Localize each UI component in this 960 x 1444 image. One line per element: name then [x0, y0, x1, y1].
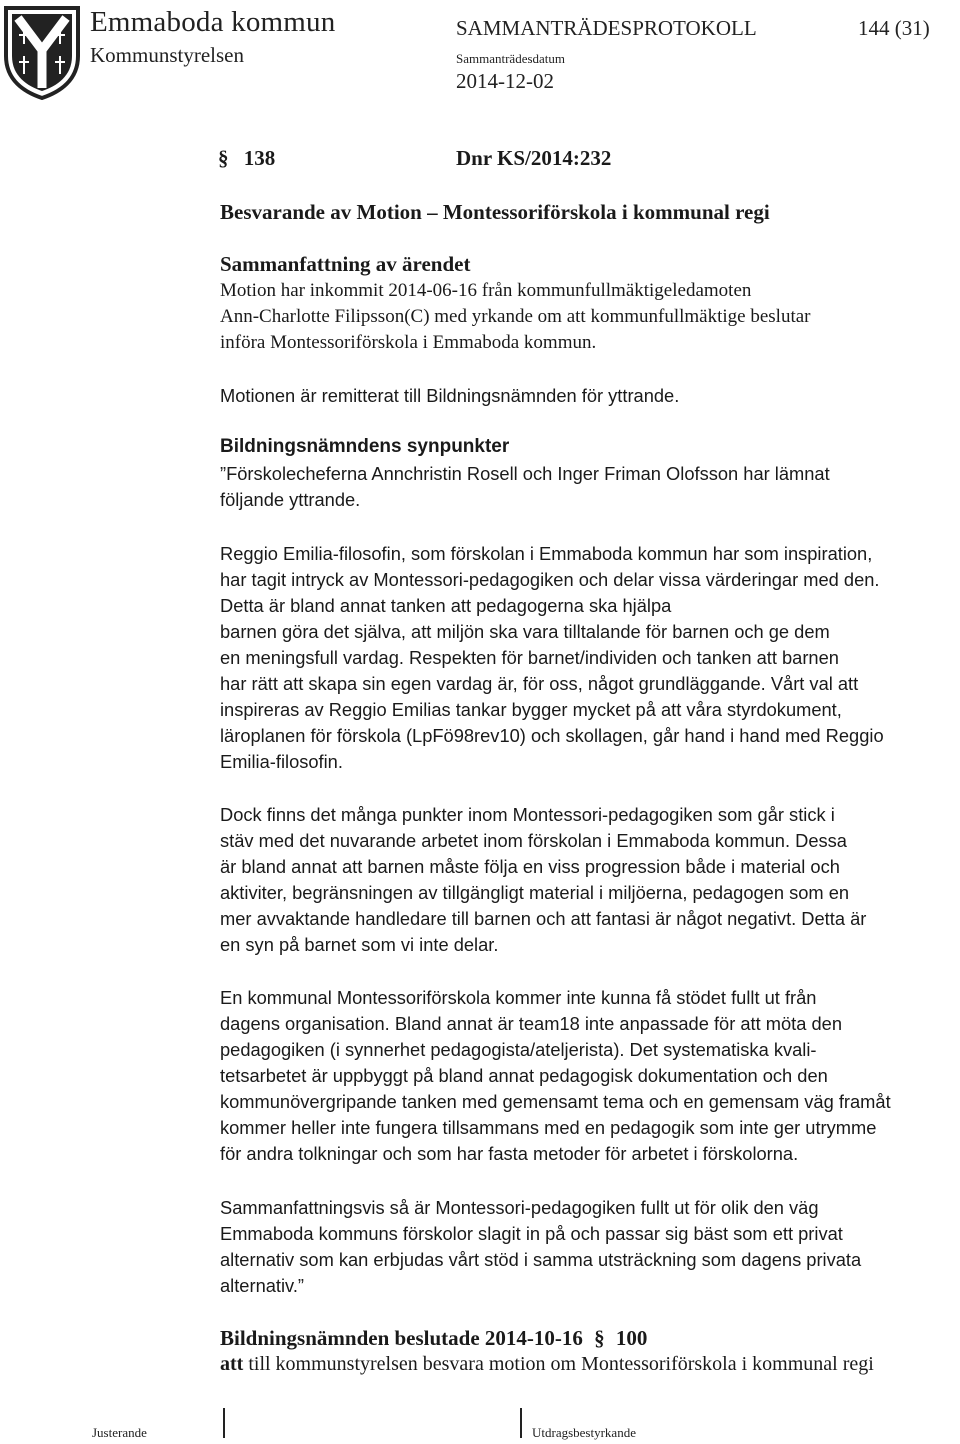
utdragsbestyrkande-label: Utdragsbestyrkande	[532, 1425, 636, 1440]
viewpoints-paragraph-4	[220, 1195, 960, 1299]
paragraph-line: alternativ som kan erbjudas vårt stöd i samma utsträckning som dagens privata	[220, 1249, 862, 1270]
viewpoints-paragraph-1	[220, 541, 960, 775]
footer-divider	[223, 1408, 225, 1438]
paragraph-line: En kommunal Montessoriförskola kommer inte kunna få stödet fullt ut från	[220, 987, 817, 1008]
paragraph-line: Emmaboda kommuns förskolor slagit in på och passar sig bäst som ett privat	[220, 1223, 843, 1244]
summary-paragraph	[220, 278, 960, 356]
organization-unit: Kommunstyrelsen	[90, 43, 244, 67]
organization-name: Emmaboda kommun	[90, 6, 336, 38]
paragraph-line: läroplanen för förskola (LpFö98rev10) och skollagen, går hand i hand med Reggio	[220, 725, 884, 746]
decision-body: till kommunstyrelsen besvara motion om Montessoriförskola i kommunal regi	[248, 1353, 874, 1375]
document-type: SAMMANTRÄDESPROTOKOLL	[456, 16, 757, 40]
section-number: 138	[243, 146, 276, 170]
paragraph-line: alternativ.”	[220, 1275, 304, 1296]
paragraph-line: kommunövergripande tanken med gemensamt tema och en gemensam väg framåt	[220, 1091, 891, 1112]
paragraph-line: en meningsfull vardag. Respekten för barnet/individen och tanken att barnen	[220, 647, 839, 668]
paragraph-line: är bland annat att barnen måste följa en viss progression både i material och	[220, 856, 840, 877]
remiss-line: Motionen är remitterat till Bildningsnämnden för yttrande.	[220, 385, 680, 406]
meeting-date-label: Sammanträdesdatum	[456, 51, 566, 66]
summary-heading: Sammanfattning av ärendet	[220, 252, 471, 276]
viewpoints-intro	[220, 461, 960, 513]
summary-line: införa Montessoriförskola i Emmaboda kommun.	[220, 332, 597, 353]
paragraph-line: har rätt att skapa sin egen vardag är, för oss, något grundläggande. Vårt val att	[220, 673, 859, 694]
decision-section-number: 100	[615, 1326, 648, 1350]
decision-heading	[220, 1326, 647, 1351]
municipality-coat-of-arms-icon	[2, 4, 82, 100]
paragraph-line: dagens organisation. Bland annat är team18 inte anpassade för att möta den	[220, 1013, 842, 1034]
viewpoints-heading: Bildningsnämndens synpunkter	[220, 436, 510, 457]
paragraph-line: Detta är bland annat tanken att pedagogerna ska hjälpa	[220, 595, 672, 616]
paragraph-line: stäv med det nuvarande arbetet inom förskolan i Emmaboda kommun. Dessa	[220, 830, 847, 851]
paragraph-line: har tagit intryck av Montessori-pedagogiken och delar vissa värderingar med den.	[220, 569, 880, 590]
summary-line: Motion har inkommit 2014-06-16 från kommunfullmäktigeledamoten	[220, 280, 752, 301]
paragraph-line: mer avvaktande handledare till barnen och att fantasi är något negativt. Detta är	[220, 908, 867, 929]
paragraph-line: Emilia-filosofin.	[220, 751, 343, 772]
paragraph-line: Sammanfattningsvis så är Montessori-pedagogiken fullt ut för olik den väg	[220, 1197, 819, 1218]
footer-divider	[520, 1408, 522, 1438]
page-number: 144 (31)	[858, 16, 930, 40]
paragraph-line: en syn på barnet som vi inte delar.	[220, 934, 499, 955]
diary-number: Dnr KS/2014:232	[456, 146, 612, 170]
viewpoints-paragraph-2	[220, 802, 960, 958]
section-symbol: §	[218, 146, 229, 170]
section-heading	[218, 146, 275, 171]
paragraph-line: tetsarbetet är uppbyggt på bland annat pedagogisk dokumentation och den	[220, 1065, 828, 1086]
paragraph-line: Reggio Emilia-filosofin, som förskolan i Emmaboda kommun har som inspiration,	[220, 543, 873, 564]
decision-heading-text: Bildningsnämnden beslutade 2014-10-16	[220, 1326, 583, 1350]
paragraph-line: barnen göra det själva, att miljön ska vara tilltalande för barnen och ge dem	[220, 621, 830, 642]
case-title: Besvarande av Motion – Montessoriförskola i kommunal regi	[220, 200, 770, 224]
decision-lead: att	[220, 1353, 244, 1375]
remiss-paragraph	[220, 383, 960, 409]
viewpoints-intro-line: ”Förskolecheferna Annchristin Rosell och Inger Friman Olofsson har lämnat	[220, 463, 830, 484]
paragraph-line: aktiviter, begränsningen av tillgängligt material i miljöerna, pedagogen som en	[220, 882, 850, 903]
decision-text	[220, 1353, 874, 1376]
viewpoints-intro-line: följande yttrande.	[220, 489, 361, 510]
decision-section-symbol: §	[594, 1326, 605, 1350]
paragraph-line: pedagogiken (i synnerhet pedagogista/ateljerista). Det systematiska kvali-	[220, 1039, 817, 1060]
viewpoints-paragraph-3	[220, 985, 960, 1167]
meeting-date: 2014-12-02	[456, 69, 554, 93]
paragraph-line: kommer heller inte fungera tillsammans med en pedagogik som inte ger utrymme	[220, 1117, 877, 1138]
justerande-label: Justerande	[92, 1425, 147, 1440]
paragraph-line: Dock finns det många punkter inom Montessori-pedagogiken som går stick i	[220, 804, 835, 825]
paragraph-line: för andra tolkningar och som har fasta metoder för arbetet i förskolorna.	[220, 1143, 799, 1164]
summary-line: Ann-Charlotte Filipsson(C) med yrkande om att kommunfullmäktige beslutar	[220, 306, 811, 327]
paragraph-line: inspireras av Reggio Emilias tankar bygger mycket på att våra styrdokument,	[220, 699, 842, 720]
